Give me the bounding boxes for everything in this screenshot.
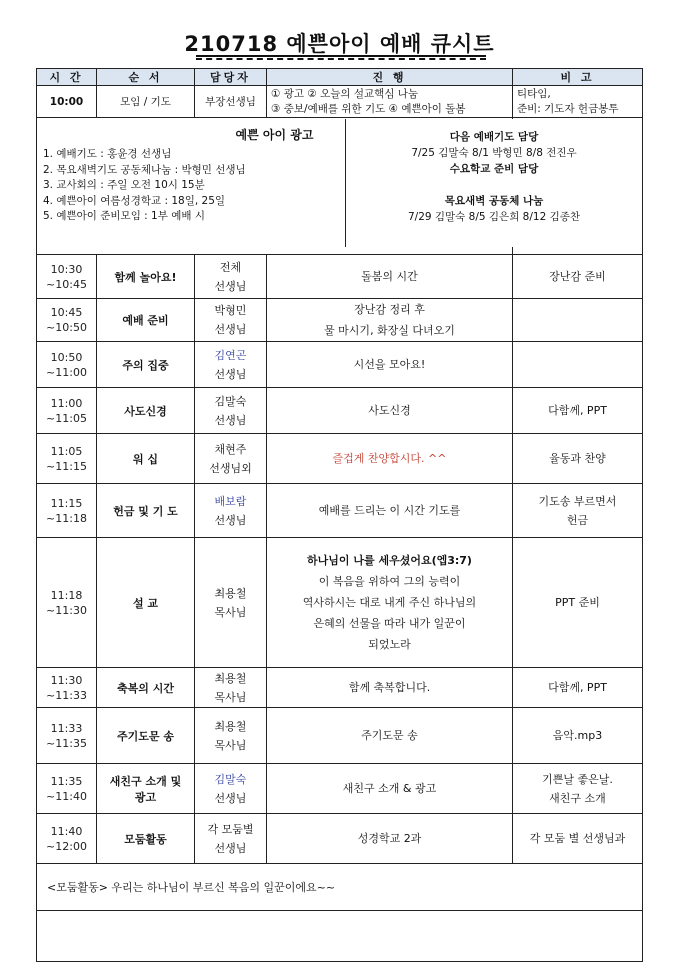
announcement-item: 5. 예쁜아이 준비모임 : 1부 예배 시 xyxy=(43,210,205,222)
progress-cell: 주기도문 송 xyxy=(267,708,513,764)
person-cell: 김말숙 선생님 xyxy=(195,388,267,434)
progress-cell: 돌봄의 시간 xyxy=(267,255,513,299)
person-cell: 배보람 선생님 xyxy=(195,484,267,538)
blank-cell xyxy=(37,911,643,962)
note-cell: 다함께, PPT xyxy=(513,388,643,434)
order-cell: 축복의 시간 xyxy=(97,668,195,708)
header-progress: 진 행 xyxy=(267,69,513,86)
sermon-verse-line: 이 복음을 위하여 그의 능력이 xyxy=(318,575,461,588)
person-cell: 최용철 목사님 xyxy=(195,538,267,668)
sermon-title: 하나님이 나를 세우셨어요(엡3:7) xyxy=(307,554,472,567)
thursday-duty-title: 목요새벽 공동체 나눔 xyxy=(444,195,544,207)
order-cell: 함께 놀아요! xyxy=(97,255,195,299)
order-cell: 주의 집중 xyxy=(97,342,195,388)
sermon-verse-line: 역사하시는 대로 내게 주신 하나님의 xyxy=(302,596,477,609)
table-row xyxy=(37,255,643,299)
person-cell: 최용철 목사님 xyxy=(195,668,267,708)
sermon-verse-line: 은혜의 선물을 따라 내가 일꾼이 xyxy=(313,617,466,630)
time-cell: 11:40 ~12:00 xyxy=(37,814,97,864)
order-cell: 모임 / 기도 xyxy=(97,86,195,118)
progress-cell: 장난감 정리 후 물 마시기, 화장실 다녀오기 xyxy=(267,299,513,342)
prayer-duty-text: 7/25 김말숙 8/1 박형민 8/8 전진우 xyxy=(411,147,577,159)
time-cell: 11:15 ~11:18 xyxy=(37,484,97,538)
time-cell: 11:00 ~11:05 xyxy=(37,388,97,434)
note-line: 티타임, xyxy=(517,87,551,100)
thursday-duty-text: 7/29 김말숙 8/5 김은희 8/12 김종찬 xyxy=(407,211,581,223)
note-cell xyxy=(513,299,643,342)
prayer-duty-title: 다음 예배기도 담당 xyxy=(449,131,539,143)
note-cell xyxy=(513,342,643,388)
progress-line: ① 광고 ② 오늘의 설교핵심 나눔 xyxy=(271,87,419,100)
title-dashed-underline xyxy=(196,58,486,60)
time-cell: 10:45 ~10:50 xyxy=(37,299,97,342)
note-cell: 다함께, PPT xyxy=(513,668,643,708)
person-cell: 김연곤 선생님 xyxy=(195,342,267,388)
time-cell: 10:50 ~11:00 xyxy=(37,342,97,388)
footer-note: <모둠활동> 우리는 하나님이 부르신 복음의 일꾼이에요~~ xyxy=(37,864,643,911)
order-cell: 사도신경 xyxy=(97,388,195,434)
progress-cell: 성경학교 2과 xyxy=(267,814,513,864)
time-cell: 10:00 xyxy=(37,86,97,118)
note-cell: PPT 준비 xyxy=(513,538,643,668)
note-line: 준비: 기도자 헌금봉투 xyxy=(517,102,619,115)
progress-line: ③ 중보/예배를 위한 기도 ④ 예쁜아이 돌봄 xyxy=(271,102,466,115)
note-cell: 기도송 부르면서 헌금 xyxy=(513,484,643,538)
blank-row xyxy=(37,911,643,962)
sermon-verse-line: 되었노라 xyxy=(368,638,411,651)
header-person: 담당자 xyxy=(195,69,267,86)
time-cell: 11:05 ~11:15 xyxy=(37,434,97,484)
wednesday-duty-title: 수요학교 준비 담당 xyxy=(449,163,539,175)
header-note: 비 고 xyxy=(513,69,643,86)
order-cell: 설 교 xyxy=(97,538,195,668)
note-cell: 각 모둠 별 선생님과 xyxy=(513,814,643,864)
table-row xyxy=(37,764,643,814)
table-row xyxy=(37,434,643,484)
order-cell: 헌금 및 기 도 xyxy=(97,484,195,538)
order-cell: 예배 준비 xyxy=(97,299,195,342)
header-order: 순 서 xyxy=(97,69,195,86)
progress-cell: 예배를 드리는 이 시간 기도를 xyxy=(267,484,513,538)
header-row xyxy=(37,69,643,86)
table-row xyxy=(37,484,643,538)
time-cell: 11:33 ~11:35 xyxy=(37,708,97,764)
order-cell: 새친구 소개 및 광고 xyxy=(97,764,195,814)
progress-cell: 사도신경 xyxy=(267,388,513,434)
order-cell: 주기도문 송 xyxy=(97,708,195,764)
person-cell: 부장선생님 xyxy=(195,86,267,118)
page-title: 210718 예쁜아이 예배 큐시트 xyxy=(184,32,495,56)
footer-row xyxy=(37,864,643,911)
table-row xyxy=(37,342,643,388)
announcement-title: 예쁜 아이 광고 xyxy=(235,128,314,142)
announcement-item: 4. 예쁜아이 여름성경학교 : 18일, 25일 xyxy=(43,194,226,207)
note-cell: 장난감 준비 xyxy=(513,255,643,299)
order-cell: 워 십 xyxy=(97,434,195,484)
time-cell: 11:30 ~11:33 xyxy=(37,668,97,708)
note-cell: 음악.mp3 xyxy=(513,708,643,764)
table-row xyxy=(37,708,643,764)
table-row-gathering xyxy=(37,86,643,118)
table-row xyxy=(37,814,643,864)
person-cell: 각 모둠별 선생님 xyxy=(195,814,267,864)
announcement-item: 2. 목요새벽기도 공동체나눔 : 박형민 선생님 xyxy=(43,163,246,176)
note-cell xyxy=(513,86,643,118)
progress-cell xyxy=(267,538,513,668)
announcement-item: 1. 예배기도 : 홍윤경 선생님 xyxy=(43,148,172,160)
person-cell: 최용철 목사님 xyxy=(195,708,267,764)
progress-cell xyxy=(267,86,513,118)
note-cell: 율동과 찬양 xyxy=(513,434,643,484)
progress-cell: 새친구 소개 & 광고 xyxy=(267,764,513,814)
time-cell: 11:18 ~11:30 xyxy=(37,538,97,668)
table-row-sermon xyxy=(37,538,643,668)
duty-panel xyxy=(345,119,642,247)
progress-cell: 시선을 모아요! xyxy=(267,342,513,388)
time-cell: 10:30 ~10:45 xyxy=(37,255,97,299)
header-time: 시 간 xyxy=(37,69,97,86)
order-cell: 모둠활동 xyxy=(97,814,195,864)
title-underline xyxy=(196,55,486,57)
person-cell: 전체 선생님 xyxy=(195,255,267,299)
table-row xyxy=(37,299,643,342)
time-cell: 11:35 ~11:40 xyxy=(37,764,97,814)
progress-cell: 즐겁게 찬양합시다. ^^ xyxy=(267,434,513,484)
person-cell: 김말숙 선생님 xyxy=(195,764,267,814)
person-cell: 박형민 선생님 xyxy=(195,299,267,342)
note-cell: 기쁜날 좋은날. 새친구 소개 xyxy=(513,764,643,814)
table-row xyxy=(37,668,643,708)
table-row xyxy=(37,388,643,434)
announcement-item: 3. 교사회의 : 주일 오전 10시 15분 xyxy=(43,179,205,191)
progress-cell: 함께 축복합니다. xyxy=(267,668,513,708)
person-cell: 채현주 선생님외 xyxy=(195,434,267,484)
